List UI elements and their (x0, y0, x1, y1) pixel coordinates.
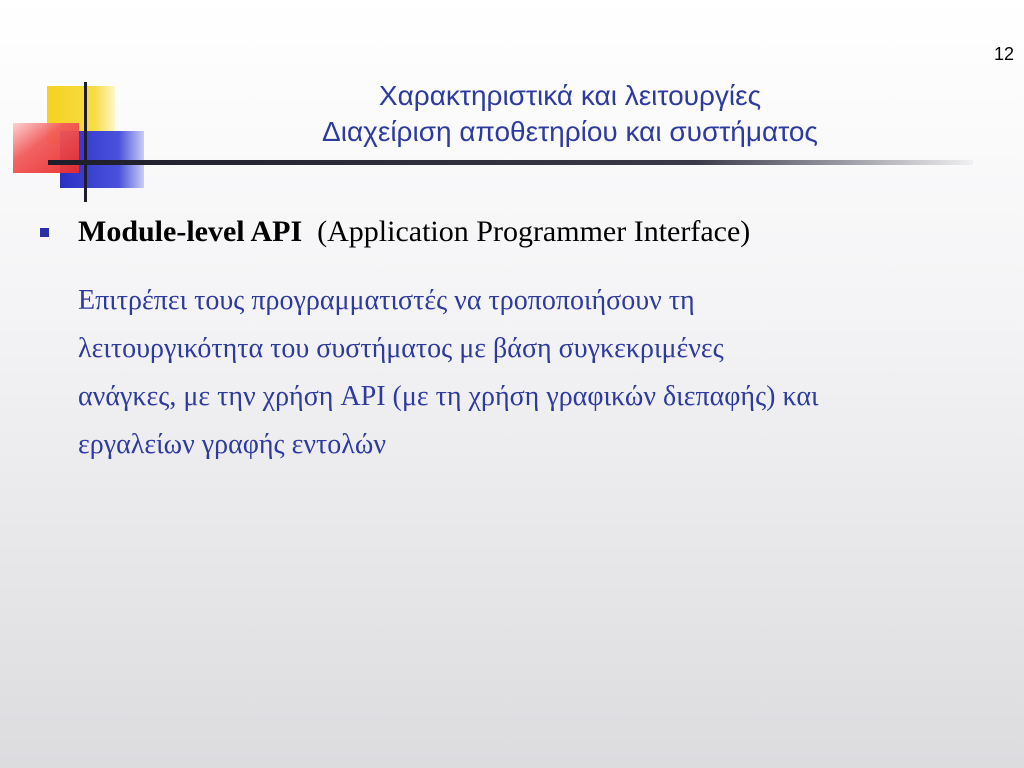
description-line: λειτουργικότητα του συστήματος με βάση συγκεκριμένες (78, 333, 724, 364)
bullet-term: Module-level API (78, 215, 303, 248)
bullet-detail: (Application Programmer Interface) (317, 215, 751, 248)
description-line: Επιτρέπει τους προγραμματιστές να τροποποιήσουν τη (78, 285, 695, 316)
slide-title (180, 78, 960, 150)
page-number: 12 (993, 44, 1014, 64)
title-line: Διαχείριση αποθετηρίου και συστήματος (322, 116, 818, 147)
squares-crosshair-logo (0, 0, 160, 210)
bullet-item (40, 212, 980, 252)
title-divider (48, 160, 973, 165)
bullet-text (78, 212, 750, 252)
square-bullet-icon (40, 228, 49, 237)
description-line: ανάγκες, με την χρήση API (με τη χρήση γραφικών διεπαφής) και (78, 381, 819, 412)
description-paragraph (78, 277, 998, 469)
description-line: εργαλείων γραφής εντολών (78, 429, 386, 460)
logo-red-square (13, 123, 79, 173)
logo-vertical-line (84, 82, 87, 202)
title-line: Χαρακτηριστικά και λειτουργίες (378, 80, 762, 111)
